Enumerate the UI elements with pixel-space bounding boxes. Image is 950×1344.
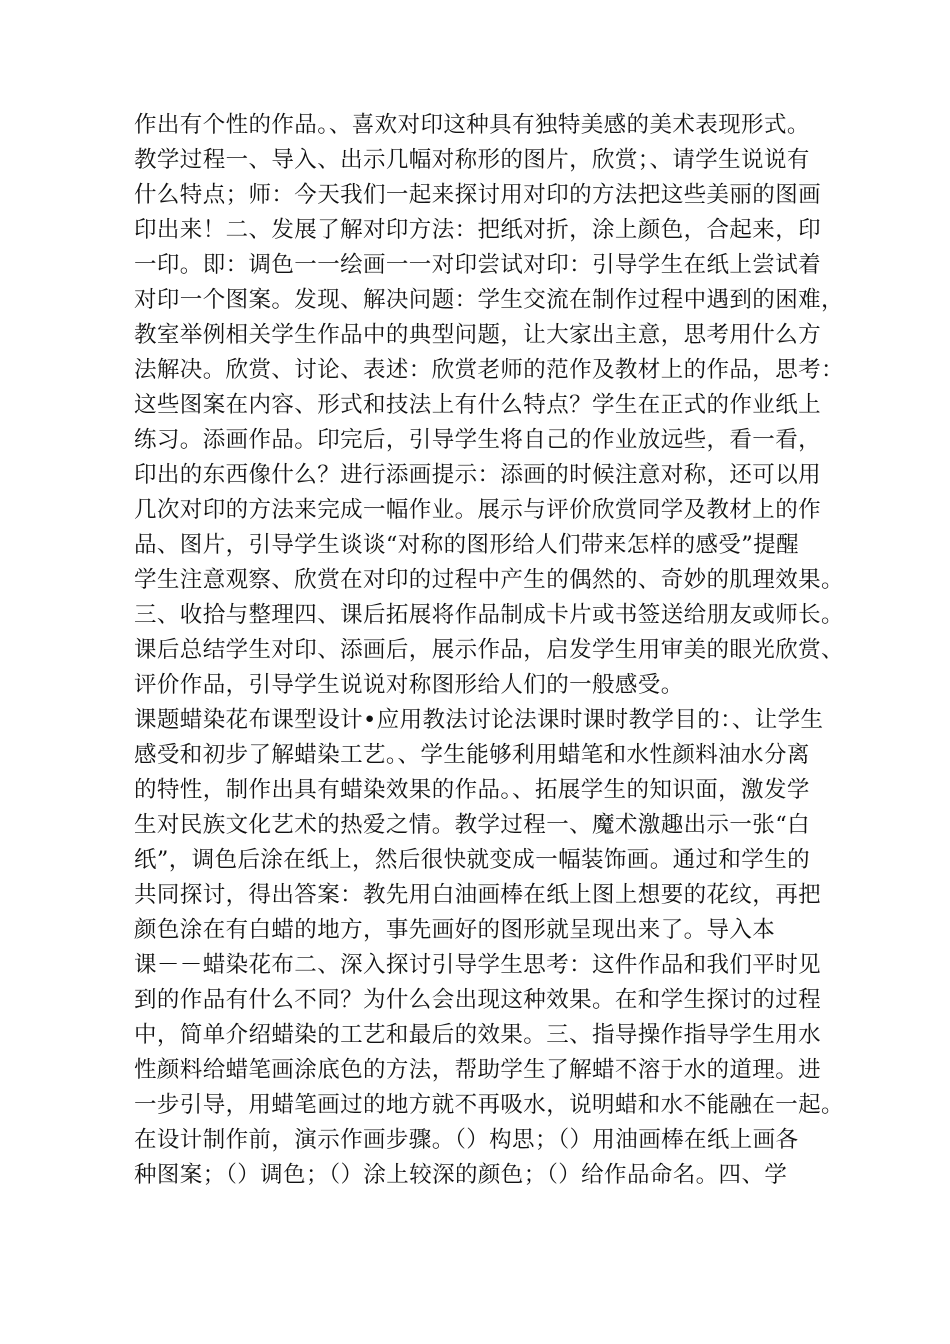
text-line: 的特性，制作出具有蜡染效果的作品。、拓展学生的知识面，激发学: [134, 777, 810, 803]
text-line: 印出来！二、发展了解对印方法：把纸对折，涂上颜色，合起来，印: [134, 217, 822, 243]
text-line: 什么特点；师：今天我们一起来探讨用对印的方法把这些美丽的图画: [134, 182, 822, 208]
text-line: 练习。添画作品。印完后，引导学生将自己的作业放远些，看一看，: [134, 427, 822, 453]
text-line: 课后总结学生对印、添画后，展示作品，启发学生用审美的眼光欣赏、: [134, 637, 844, 663]
text-line: 教学过程一、导入、出示几幅对称形的图片，欣赏；、请学生说说有: [134, 147, 810, 173]
text-line: 颜色涂在有白蜡的地方，事先画好的图形就呈现出来了。导入本: [134, 917, 776, 943]
text-line: 性颜料给蜡笔画涂底色的方法，帮助学生了解蜡不溶于水的道理。进: [134, 1057, 822, 1083]
text-line: 印出的东西像什么？进行添画提示：添画的时候注意对称，还可以用: [134, 462, 822, 488]
text-line: 在设计制作前，演示作画步骤。（）构思；（）用油画棒在纸上画各: [134, 1127, 799, 1153]
text-line: 作出有个性的作品。、喜欢对印这种具有独特美感的美术表现形式。: [134, 112, 810, 138]
text-line: 学生注意观察、欣赏在对印的过程中产生的偶然的、奇妙的肌理效果。: [134, 567, 844, 593]
text-line: 教室举例相关学生作品中的典型问题，让大家出主意，思考用什么方: [134, 322, 822, 348]
text-line: 法解决。欣赏、讨论、表述：欣赏老师的范作及教材上的作品，思考：: [134, 357, 844, 383]
text-line: 课－－蜡染花布二、深入探讨引导学生思考：这件作品和我们平时见: [134, 952, 822, 978]
text-line: 这些图案在内容、形式和技法上有什么特点？学生在正式的作业纸上: [134, 392, 822, 418]
text-line: 共同探讨，得出答案：教先用白油画棒在纸上图上想要的花纹，再把: [134, 882, 822, 908]
text-line: 纸”，调色后涂在纸上，然后很快就变成一幅装饰画。通过和学生的: [134, 847, 811, 873]
text-line: 一步引导，用蜡笔画过的地方就不再吸水，说明蜡和水不能融在一起。: [134, 1092, 844, 1118]
text-line: 课题蜡染花布课型设计•应用教法讨论法课时课时教学目的：、让学生: [134, 707, 824, 733]
text-line: 品、图片，引导学生谈谈“对称的图形给人们带来怎样的感受”提醒: [134, 532, 800, 558]
text-line: 生对民族文化艺术的热爱之情。教学过程一、魔术激趣出示一张“白: [134, 812, 811, 838]
text-line: 到的作品有什么不同？为什么会出现这种效果。在和学生探讨的过程: [134, 987, 822, 1013]
text-line: 三、收拾与整理四、课后拓展将作品制成卡片或书签送给朋友或师长。: [134, 602, 844, 628]
text-line: 感受和初步了解蜡染工艺。、学生能够利用蜡笔和水性颜料油水分离: [134, 742, 810, 768]
text-line: 评价作品，引导学生说说对称图形给人们的一般感受。: [134, 672, 684, 698]
text-line: 种图案；（）调色；（）涂上较深的颜色；（）给作品命名。四、学: [134, 1162, 788, 1188]
text-line: 对印一个图案。发现、解决问题：学生交流在制作过程中遇到的困难，: [134, 287, 844, 313]
text-line: 中，简单介绍蜡染的工艺和最后的效果。三、指导操作指导学生用水: [134, 1022, 822, 1048]
text-line: 几次对印的方法来完成一幅作业。展示与评价欣赏同学及教材上的作: [134, 497, 822, 523]
text-line: 一印。即：调色一一绘画一一对印尝试对印：引导学生在纸上尝试着: [134, 252, 822, 278]
